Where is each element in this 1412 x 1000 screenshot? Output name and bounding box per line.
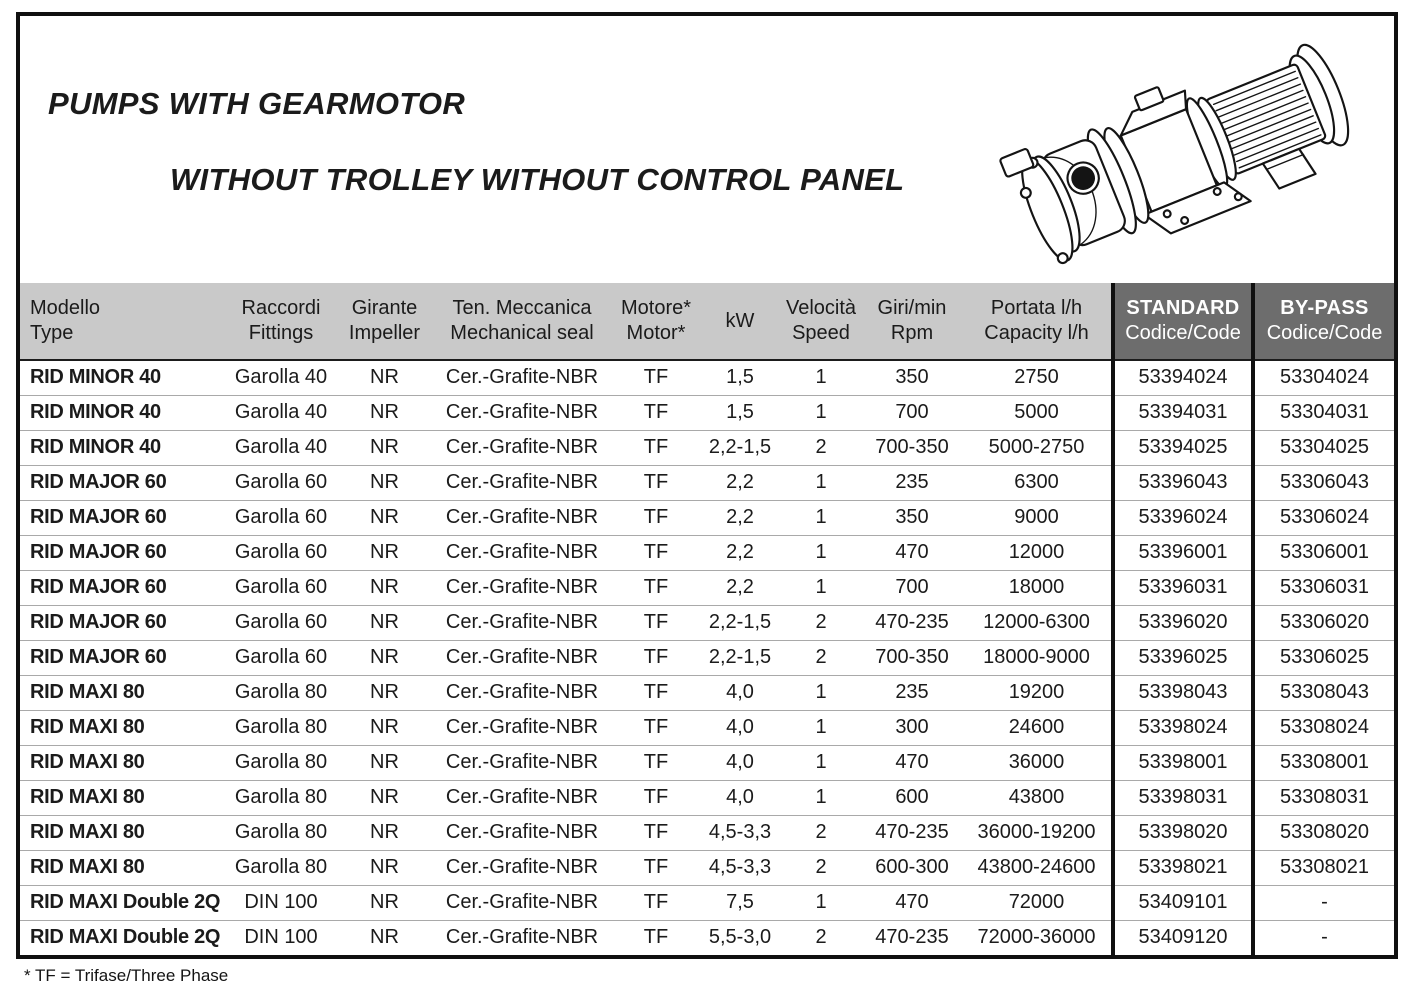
- cell-bypass: -: [1253, 885, 1394, 920]
- cell-model: RID MAXI 80: [30, 786, 145, 808]
- cell-kw: 4,5-3,3: [708, 856, 772, 878]
- cell-capacity: 72000-36000: [977, 926, 1096, 949]
- cell-fittings: Garolla 40: [234, 401, 328, 423]
- cell-model: RID MINOR 40: [30, 436, 161, 458]
- cell-speed: 2: [815, 611, 827, 633]
- table-row: [20, 360, 1394, 395]
- col-header-model: Modello Type: [20, 283, 225, 360]
- cell-rpm: 700: [895, 401, 929, 423]
- cell-model: RID MINOR 40: [30, 401, 161, 423]
- pump-spec-table: [20, 283, 1394, 955]
- cell-standard: 53396031: [1113, 570, 1253, 605]
- cell-standard: 53398021: [1113, 850, 1253, 885]
- col-header-motor: Motore* Motor*: [612, 283, 700, 360]
- cell-impeller: NR: [370, 751, 399, 773]
- table-row: [20, 535, 1394, 570]
- cell-impeller: NR: [370, 436, 399, 458]
- cell-kw: 5,5-3,0: [708, 926, 772, 949]
- cell-capacity: 5000: [1014, 401, 1059, 423]
- cell-motor: TF: [643, 926, 669, 949]
- cell-speed: 1: [815, 471, 827, 493]
- cell-bypass: 53304025: [1253, 430, 1394, 465]
- cell-impeller: NR: [370, 786, 399, 808]
- cell-seal: Cer.-Grafite-NBR: [445, 471, 599, 493]
- cell-kw: 4,0: [726, 751, 754, 773]
- cell-motor: TF: [643, 786, 669, 808]
- cell-fittings: Garolla 80: [234, 716, 328, 738]
- cell-speed: 1: [815, 576, 827, 598]
- cell-motor: TF: [643, 401, 669, 423]
- cell-seal: Cer.-Grafite-NBR: [445, 856, 599, 878]
- cell-fittings: Garolla 80: [234, 751, 328, 773]
- cell-seal: Cer.-Grafite-NBR: [445, 681, 599, 703]
- cell-bypass: 53308020: [1253, 815, 1394, 850]
- cell-fittings: DIN 100: [244, 926, 318, 949]
- cell-bypass: 53304024: [1253, 360, 1394, 395]
- table-row: [20, 850, 1394, 885]
- cell-capacity: 36000: [1008, 751, 1065, 773]
- cell-capacity: 12000: [1008, 541, 1065, 563]
- cell-model: RID MAXI 80: [30, 681, 145, 703]
- cell-model: RID MAXI 80: [30, 821, 145, 843]
- cell-impeller: NR: [370, 891, 399, 913]
- cell-seal: Cer.-Grafite-NBR: [445, 401, 599, 423]
- cell-rpm: 600: [895, 786, 929, 808]
- cell-kw: 4,0: [726, 716, 754, 738]
- cell-model: RID MAJOR 60: [30, 506, 167, 528]
- cell-rpm: 470: [895, 891, 929, 913]
- pump-drawing-icon: [992, 18, 1392, 282]
- cell-bypass: 53304031: [1253, 395, 1394, 430]
- table-row: [20, 570, 1394, 605]
- cell-rpm: 700: [895, 576, 929, 598]
- cell-rpm: 350: [895, 366, 929, 389]
- cell-model: RID MAJOR 60: [30, 611, 167, 633]
- cell-speed: 1: [815, 716, 827, 738]
- cell-bypass: 53308031: [1253, 780, 1394, 815]
- col-header-speed: Velocità Speed: [780, 283, 862, 360]
- cell-motor: TF: [643, 821, 669, 843]
- cell-bypass: 53308024: [1253, 710, 1394, 745]
- cell-rpm: 470-235: [875, 611, 949, 633]
- cell-seal: Cer.-Grafite-NBR: [445, 786, 599, 808]
- table-row: [20, 500, 1394, 535]
- cell-motor: TF: [643, 856, 669, 878]
- table-row: [20, 675, 1394, 710]
- cell-motor: TF: [643, 366, 669, 389]
- cell-speed: 2: [815, 926, 827, 949]
- cell-fittings: Garolla 60: [234, 471, 328, 493]
- cell-motor: TF: [643, 436, 669, 458]
- cell-motor: TF: [643, 611, 669, 633]
- cell-motor: TF: [643, 681, 669, 703]
- cell-standard: 53394031: [1113, 395, 1253, 430]
- table-row: [20, 430, 1394, 465]
- cell-bypass: 53308021: [1253, 850, 1394, 885]
- cell-impeller: NR: [370, 366, 399, 389]
- cell-rpm: 300: [895, 716, 929, 738]
- cell-rpm: 235: [895, 681, 929, 703]
- table-row: [20, 780, 1394, 815]
- cell-impeller: NR: [370, 646, 399, 668]
- cell-impeller: NR: [370, 856, 399, 878]
- cell-capacity: 9000: [1014, 506, 1059, 528]
- cell-speed: 1: [815, 681, 827, 703]
- cell-model: RID MAJOR 60: [30, 576, 167, 598]
- cell-speed: 2: [815, 821, 827, 843]
- cell-model: RID MAJOR 60: [30, 471, 167, 493]
- table-row: [20, 465, 1394, 500]
- cell-rpm: 700-350: [875, 646, 949, 668]
- cell-kw: 2,2-1,5: [708, 611, 772, 633]
- cell-capacity: 43800-24600: [977, 856, 1096, 878]
- cell-fittings: Garolla 60: [234, 646, 328, 668]
- cell-kw: 4,0: [726, 786, 754, 808]
- cell-kw: 2,2: [726, 506, 754, 528]
- cell-seal: Cer.-Grafite-NBR: [445, 646, 599, 668]
- cell-kw: 2,2: [726, 541, 754, 563]
- title-area: [20, 16, 1394, 283]
- cell-speed: 2: [815, 436, 827, 458]
- cell-bypass: 53306031: [1253, 570, 1394, 605]
- cell-capacity: 24600: [1008, 716, 1065, 738]
- cell-motor: TF: [643, 751, 669, 773]
- page-subtitle: WITHOUT TROLLEY WITHOUT CONTROL PANEL: [170, 162, 905, 197]
- cell-fittings: Garolla 40: [234, 436, 328, 458]
- cell-rpm: 235: [895, 471, 929, 493]
- cell-kw: 4,5-3,3: [708, 821, 772, 843]
- cell-rpm: 470-235: [875, 821, 949, 843]
- cell-seal: Cer.-Grafite-NBR: [445, 821, 599, 843]
- cell-capacity: 36000-19200: [977, 821, 1096, 843]
- cell-speed: 1: [815, 891, 827, 913]
- cell-fittings: DIN 100: [244, 891, 318, 913]
- cell-bypass: 53306020: [1253, 605, 1394, 640]
- cell-speed: 1: [815, 506, 827, 528]
- col-header-bypass-code: BY-PASS Codice/Code: [1253, 283, 1394, 360]
- cell-kw: 1,5: [726, 366, 754, 389]
- table-row: [20, 710, 1394, 745]
- cell-fittings: Garolla 60: [234, 576, 328, 598]
- col-header-kw: kW: [700, 283, 780, 360]
- cell-motor: TF: [643, 576, 669, 598]
- cell-rpm: 470: [895, 751, 929, 773]
- cell-seal: Cer.-Grafite-NBR: [445, 926, 599, 949]
- cell-seal: Cer.-Grafite-NBR: [445, 611, 599, 633]
- cell-model: RID MAJOR 60: [30, 646, 167, 668]
- cell-bypass: 53306025: [1253, 640, 1394, 675]
- cell-kw: 2,2: [726, 471, 754, 493]
- cell-fittings: Garolla 80: [234, 856, 328, 878]
- cell-bypass: -: [1253, 920, 1394, 955]
- cell-capacity: 18000: [1008, 576, 1065, 598]
- cell-rpm: 470-235: [875, 926, 949, 949]
- cell-speed: 2: [815, 646, 827, 668]
- cell-standard: 53409101: [1113, 885, 1253, 920]
- cell-bypass: 53308043: [1253, 675, 1394, 710]
- cell-impeller: NR: [370, 926, 399, 949]
- cell-standard: 53396024: [1113, 500, 1253, 535]
- cell-fittings: Garolla 80: [234, 681, 328, 703]
- cell-rpm: 600-300: [875, 856, 949, 878]
- cell-seal: Cer.-Grafite-NBR: [445, 366, 599, 389]
- cell-impeller: NR: [370, 821, 399, 843]
- cell-model: RID MAXI 80: [30, 716, 145, 738]
- cell-fittings: Garolla 60: [234, 506, 328, 528]
- cell-kw: 1,5: [726, 401, 754, 423]
- table-row: [20, 395, 1394, 430]
- cell-rpm: 700-350: [875, 436, 949, 458]
- cell-standard: 53396043: [1113, 465, 1253, 500]
- cell-impeller: NR: [370, 681, 399, 703]
- cell-motor: TF: [643, 716, 669, 738]
- cell-standard: 53396020: [1113, 605, 1253, 640]
- cell-impeller: NR: [370, 541, 399, 563]
- cell-fittings: Garolla 60: [234, 541, 328, 563]
- cell-seal: Cer.-Grafite-NBR: [445, 506, 599, 528]
- cell-kw: 7,5: [726, 891, 754, 913]
- pump-gearmotor-illustration: [992, 18, 1392, 282]
- table-row: [20, 920, 1394, 955]
- cell-speed: 2: [815, 856, 827, 878]
- cell-bypass: 53306043: [1253, 465, 1394, 500]
- cell-motor: TF: [643, 646, 669, 668]
- cell-seal: Cer.-Grafite-NBR: [445, 891, 599, 913]
- cell-model: RID MAXI 80: [30, 856, 145, 878]
- cell-standard: 53394025: [1113, 430, 1253, 465]
- cell-fittings: Garolla 80: [234, 821, 328, 843]
- cell-speed: 1: [815, 401, 827, 423]
- cell-model: RID MAXI Double 2Q: [30, 891, 221, 913]
- cell-impeller: NR: [370, 576, 399, 598]
- cell-bypass: 53308001: [1253, 745, 1394, 780]
- cell-bypass: 53306024: [1253, 500, 1394, 535]
- cell-motor: TF: [643, 541, 669, 563]
- cell-standard: 53396001: [1113, 535, 1253, 570]
- cell-kw: 2,2-1,5: [708, 436, 772, 458]
- content-frame: [16, 12, 1398, 959]
- cell-capacity: 72000: [1008, 891, 1065, 913]
- cell-standard: 53409120: [1113, 920, 1253, 955]
- cell-kw: 2,2-1,5: [708, 646, 772, 668]
- cell-speed: 1: [815, 786, 827, 808]
- cell-seal: Cer.-Grafite-NBR: [445, 716, 599, 738]
- cell-standard: 53398020: [1113, 815, 1253, 850]
- cell-fittings: Garolla 60: [234, 611, 328, 633]
- table-header-row: [20, 283, 1394, 360]
- table-row: [20, 605, 1394, 640]
- cell-kw: 2,2: [726, 576, 754, 598]
- cell-rpm: 470: [895, 541, 929, 563]
- cell-standard: 53398031: [1113, 780, 1253, 815]
- cell-model: RID MINOR 40: [30, 366, 161, 389]
- cell-model: RID MAXI Double 2Q: [30, 926, 221, 949]
- table-row: [20, 745, 1394, 780]
- cell-speed: 1: [815, 541, 827, 563]
- cell-impeller: NR: [370, 611, 399, 633]
- col-header-mechanical-seal: Ten. Meccanica Mechanical seal: [432, 283, 612, 360]
- cell-capacity: 6300: [1014, 471, 1059, 493]
- footnote: * TF = Trifase/Three Phase: [24, 966, 229, 985]
- cell-standard: 53398001: [1113, 745, 1253, 780]
- cell-seal: Cer.-Grafite-NBR: [445, 436, 599, 458]
- cell-seal: Cer.-Grafite-NBR: [445, 576, 599, 598]
- col-header-standard-code: STANDARD Codice/Code: [1113, 283, 1253, 360]
- cell-capacity: 19200: [1008, 681, 1065, 703]
- col-header-rpm: Giri/min Rpm: [862, 283, 962, 360]
- cell-fittings: Garolla 80: [234, 786, 328, 808]
- cell-capacity: 43800: [1008, 786, 1065, 808]
- page-title: PUMPS WITH GEARMOTOR: [48, 86, 466, 121]
- cell-bypass: 53306001: [1253, 535, 1394, 570]
- cell-capacity: 18000-9000: [983, 646, 1090, 668]
- cell-standard: 53396025: [1113, 640, 1253, 675]
- cell-speed: 1: [815, 366, 827, 389]
- cell-rpm: 350: [895, 506, 929, 528]
- cell-impeller: NR: [370, 506, 399, 528]
- cell-impeller: NR: [370, 471, 399, 493]
- col-header-capacity: Portata l/h Capacity l/h: [962, 283, 1113, 360]
- cell-kw: 4,0: [726, 681, 754, 703]
- cell-fittings: Garolla 40: [234, 366, 328, 389]
- cell-impeller: NR: [370, 716, 399, 738]
- table-row: [20, 885, 1394, 920]
- cell-model: RID MAJOR 60: [30, 541, 167, 563]
- col-header-impeller: Girante Impeller: [337, 283, 432, 360]
- cell-standard: 53394024: [1113, 360, 1253, 395]
- cell-motor: TF: [643, 471, 669, 493]
- cell-standard: 53398024: [1113, 710, 1253, 745]
- cell-speed: 1: [815, 751, 827, 773]
- cell-impeller: NR: [370, 401, 399, 423]
- cell-standard: 53398043: [1113, 675, 1253, 710]
- col-header-fittings: Raccordi Fittings: [225, 283, 337, 360]
- cell-capacity: 12000-6300: [983, 611, 1090, 633]
- cell-seal: Cer.-Grafite-NBR: [445, 751, 599, 773]
- cell-motor: TF: [643, 506, 669, 528]
- table-row: [20, 815, 1394, 850]
- cell-model: RID MAXI 80: [30, 751, 145, 773]
- cell-seal: Cer.-Grafite-NBR: [445, 541, 599, 563]
- table-row: [20, 640, 1394, 675]
- cell-capacity: 2750: [1014, 366, 1059, 389]
- cell-motor: TF: [643, 891, 669, 913]
- cell-capacity: 5000-2750: [988, 436, 1085, 458]
